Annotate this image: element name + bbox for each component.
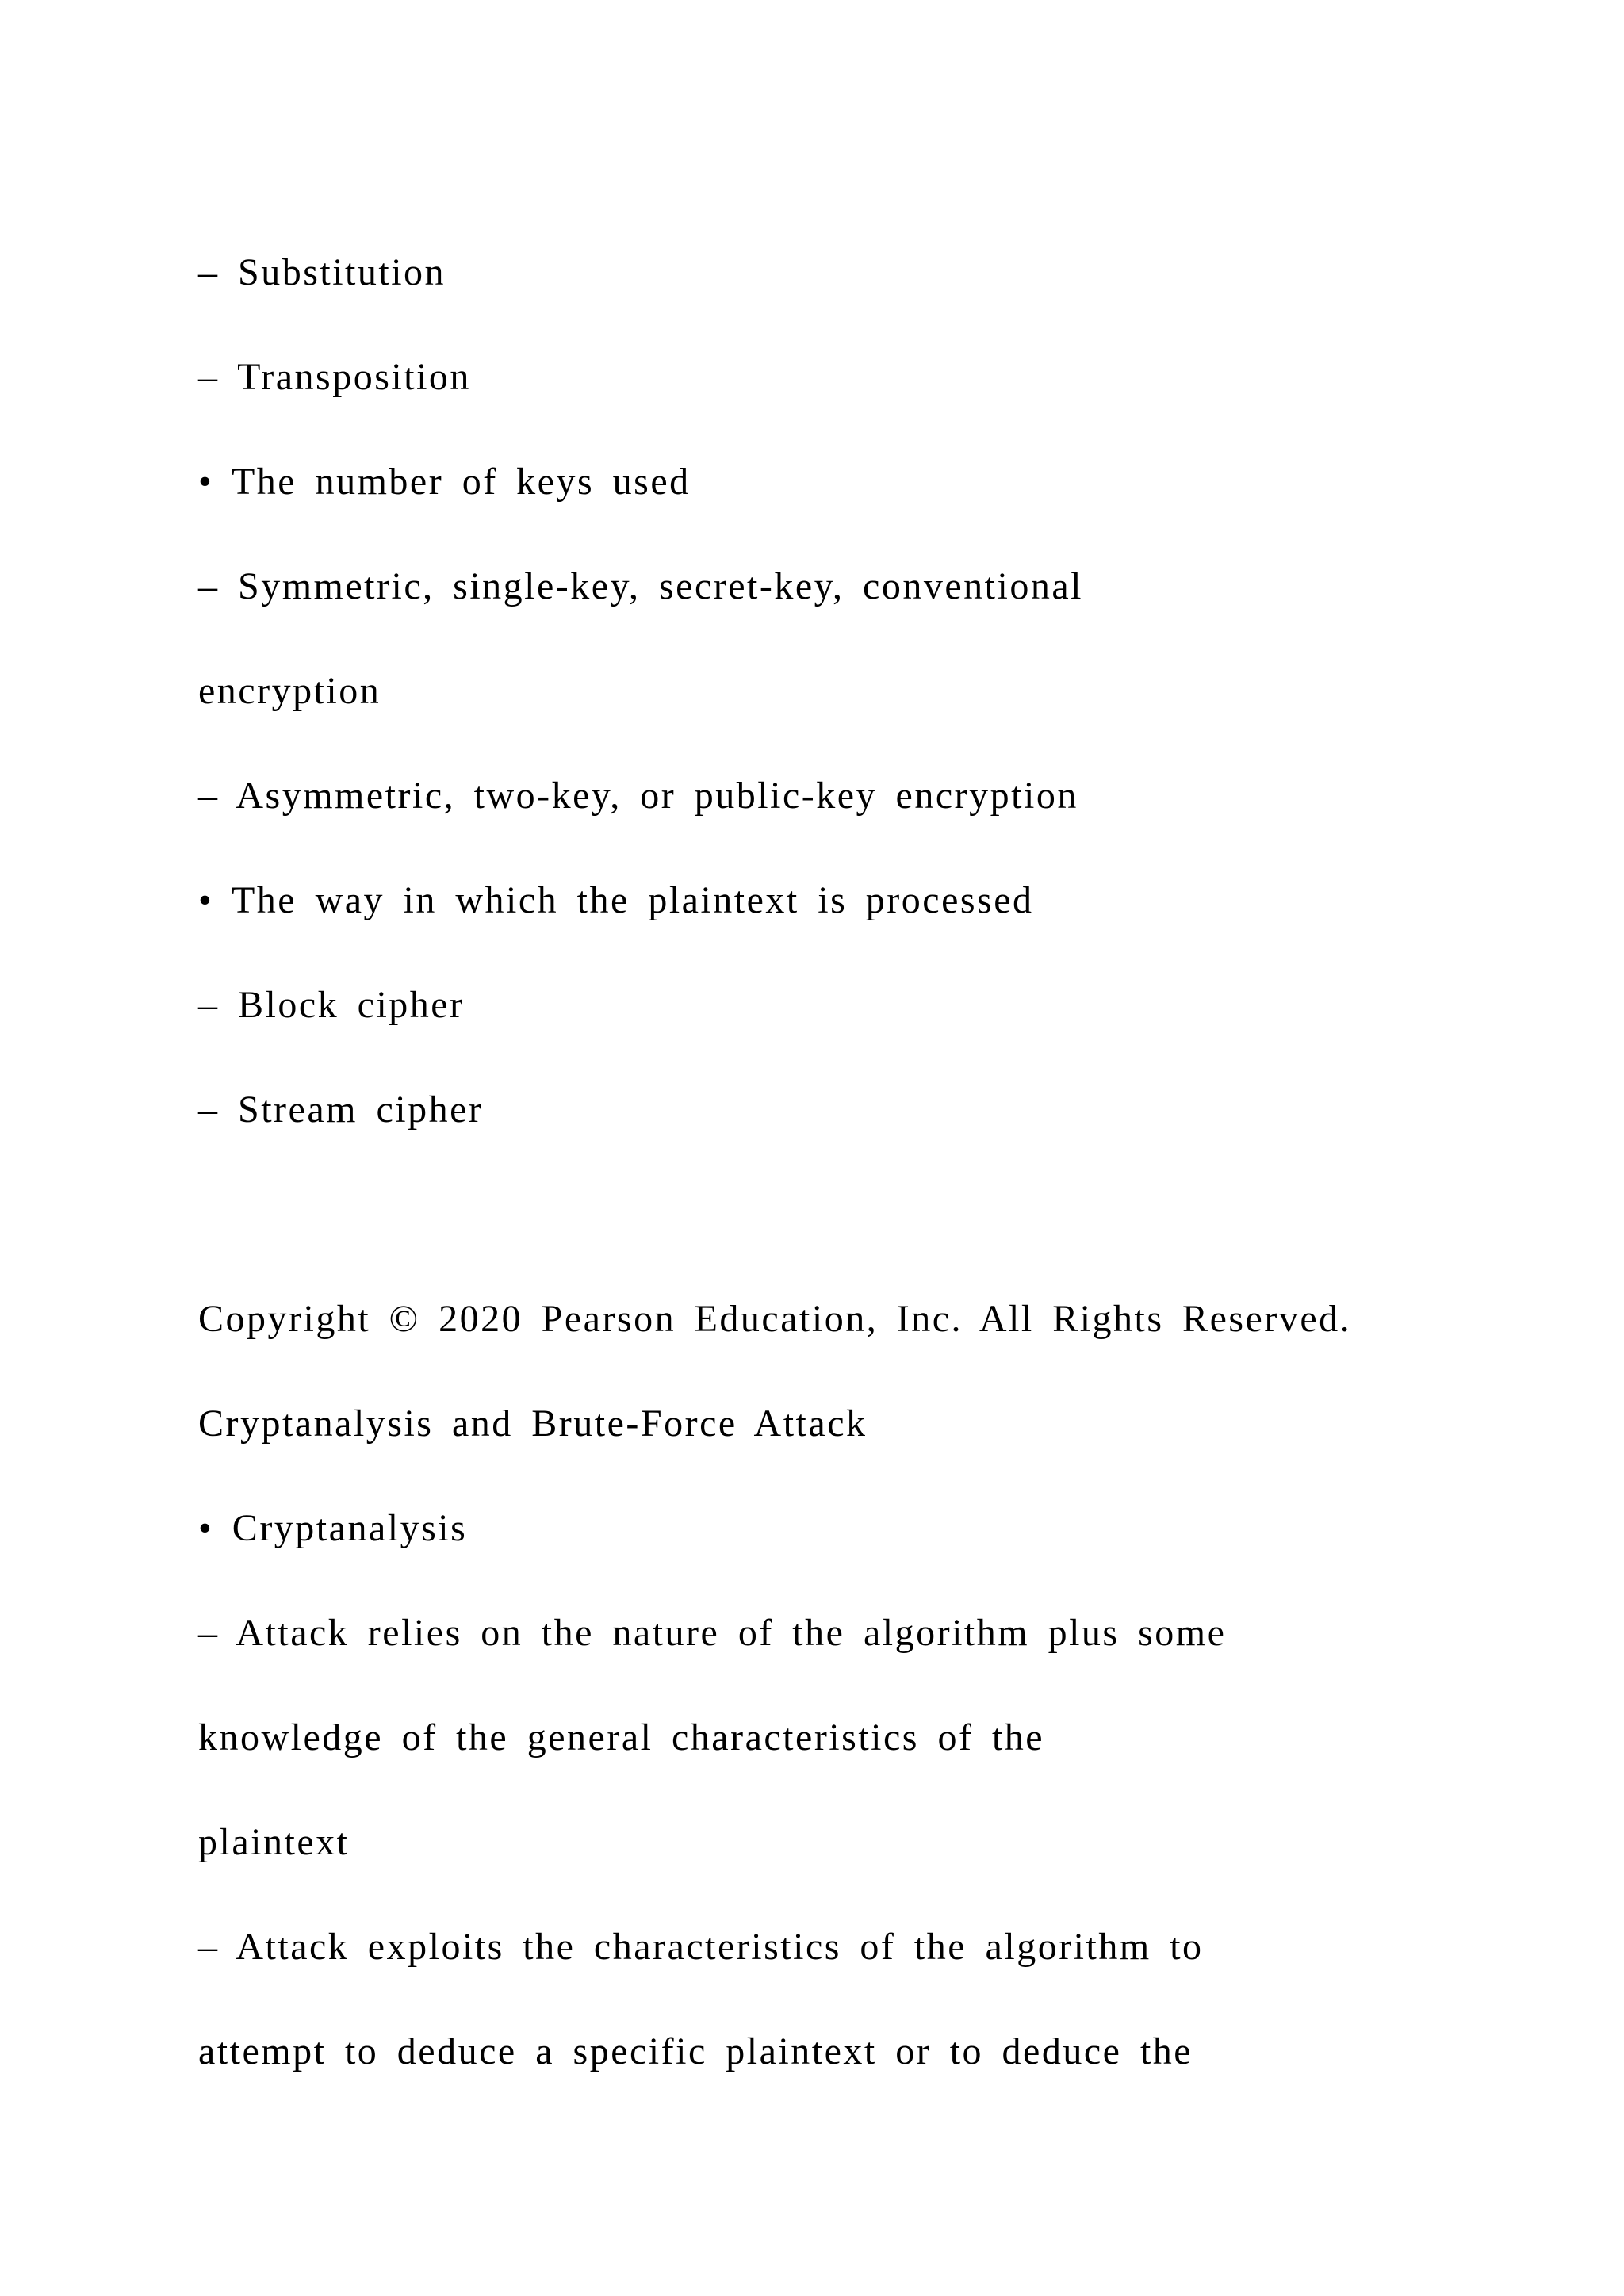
sub-bullet-attack-relies: – Attack relies on the nature of the algorithm plus some bbox=[198, 1612, 1227, 1654]
sub-bullet-transposition: – Transposition bbox=[198, 356, 471, 398]
bullet-number-of-keys: • The number of keys used bbox=[198, 461, 691, 503]
sub-bullet-block-cipher: – Block cipher bbox=[198, 984, 465, 1026]
sub-bullet-symmetric-continued: encryption bbox=[198, 670, 381, 712]
sub-bullet-attack-exploits: – Attack exploits the characteristics of the algorithm to bbox=[198, 1926, 1204, 1968]
bullet-cryptanalysis: • Cryptanalysis bbox=[198, 1507, 468, 1549]
sub-bullet-attack-exploits-continued: attempt to deduce a specific plaintext or to deduce the bbox=[198, 2030, 1193, 2072]
sub-bullet-stream-cipher: – Stream cipher bbox=[198, 1089, 484, 1131]
copyright-notice: Copyright © 2020 Pearson Education, Inc. All Rights Reserved. bbox=[198, 1298, 1352, 1340]
sub-bullet-substitution: – Substitution bbox=[198, 251, 446, 293]
sub-bullet-symmetric: – Symmetric, single-key, secret-key, conventional bbox=[198, 565, 1083, 607]
sub-bullet-attack-relies-end: plaintext bbox=[198, 1821, 350, 1863]
sub-bullet-asymmetric: – Asymmetric, two-key, or public-key encryption bbox=[198, 775, 1078, 817]
section-title: Cryptanalysis and Brute-Force Attack bbox=[198, 1402, 868, 1445]
sub-bullet-attack-relies-continued: knowledge of the general characteristics of the bbox=[198, 1716, 1045, 1758]
bullet-plaintext-processing: • The way in which the plaintext is processed bbox=[198, 879, 1034, 921]
